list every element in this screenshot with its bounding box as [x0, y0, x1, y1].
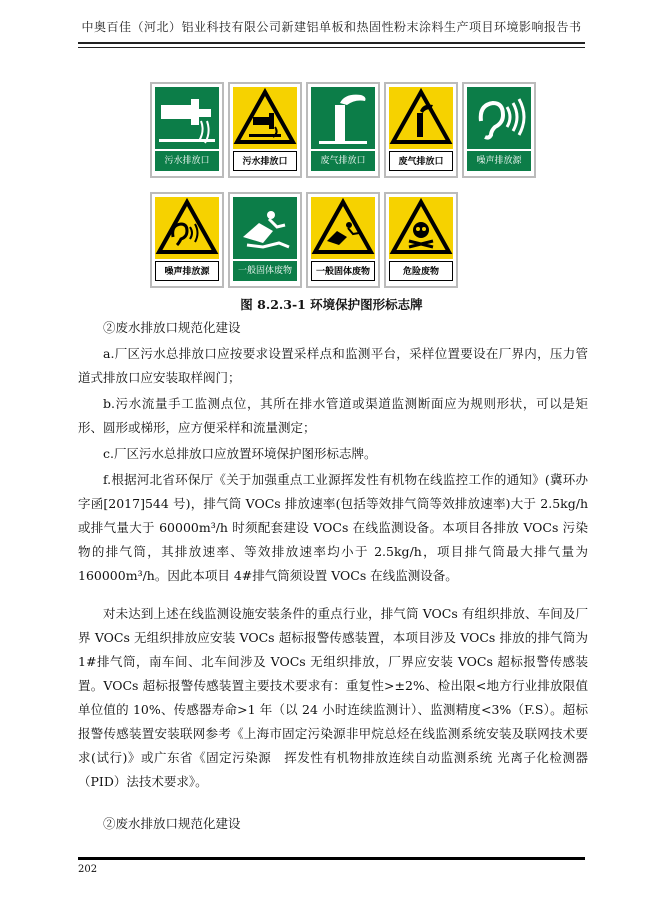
noise-ear-icon	[467, 87, 531, 149]
figure-caption: 图 8.2.3-1 环境保护图形标志牌	[240, 297, 423, 312]
sign-exhaust-outlet	[306, 82, 380, 178]
page-number: 202	[78, 864, 98, 875]
paragraph-b: b.污水流量手工监测点位，其所在排水管道或渠道监测断面应为规则形状，可以是矩形、圆形或梯形，应方便采样和流量测定；	[78, 396, 588, 435]
warning-chimney-icon	[389, 87, 453, 149]
sign-general-solid-waste-warning	[306, 192, 380, 288]
section-heading-repeat: ②废水排放口规范化建设	[103, 816, 241, 831]
sign-wastewater-outlet-warning	[228, 82, 302, 178]
section-heading: ②废水排放口规范化建设	[103, 320, 241, 335]
paragraph-g: 对未达到上述在线监测设施安装条件的重点行业，排气筒 VOCs 有组织排放、车间及厂界 VOCs 无组织排放应安装 VOCs 超标报警传感装置，本项目涉及 VOCs 排放的排气筒为 1#排气筒，南车间、北车间涉及 VOCs 无组织排放，厂界应安装 VOCs 超标报警传感装置。VOCs 超标报警传感装置主要技术要求有：重复性>±2%、检出限<地方行业排放限值单位值的 10%、传感器寿命>1 年（以 24 小时连续监测计）、监测精度<3%（F.S）。超标报警传感装置安装联网参考《上海市固定污染源非甲烷总烃在线监测系统安装及联网技术要求(试行)》或广东省《固定污染源 挥发性有机物排放连续自动监测系统 光离子化检测器（PID）法技术要求》。	[78, 606, 588, 789]
header-rule	[78, 42, 585, 44]
warning-solid-waste-icon	[311, 197, 375, 259]
sign-general-solid-waste	[228, 192, 302, 288]
header-rule-thin	[78, 47, 585, 48]
paragraph-c: c.厂区污水总排放口应放置环境保护图形标志牌。	[103, 446, 377, 461]
pipe-outlet-icon	[155, 87, 219, 149]
environmental-signs-figure	[150, 82, 530, 287]
paragraph-a: a.厂区污水总排放口应按要求设置采样点和监测平台，采样位置要设在厂界内，压力管道式排放口应安装取样阀门；	[78, 346, 588, 385]
sign-label: 一般固体废物	[233, 261, 297, 281]
sign-hazardous-waste	[384, 192, 458, 288]
solid-waste-icon	[233, 197, 297, 259]
sign-label: 一般固体废物	[311, 261, 375, 281]
sign-label: 污水排放口	[233, 151, 297, 171]
sign-label: 污水排放口	[155, 151, 219, 171]
chimney-icon	[311, 87, 375, 149]
sign-label: 噪声排放源	[155, 261, 219, 281]
footer-rule	[78, 857, 585, 860]
sign-noise-source-warning	[150, 192, 224, 288]
sign-label: 废气排放口	[389, 151, 453, 171]
paragraph-f: f.根据河北省环保厅《关于加强重点工业源挥发性有机物在线监控工作的通知》(冀环办字函[2017]544 号)，排气筒 VOCs 排放速率(包括等效排气筒等效排放速率)大于 2.5kg/h 或排气量大于 60000m³/h 时须配套建设 VOCs 在线监测设备。本项目各排放 VOCs 污染物的排气筒，其排放速率、等效排放速率均小于 2.5kg/h，项目排气筒最大排气量为 160000m³/h。因此本项目 4#排气筒须设置 VOCs 在线监测设备。	[78, 472, 588, 583]
sign-noise-source	[462, 82, 536, 178]
hazard-skull-icon	[389, 197, 453, 259]
sign-exhaust-outlet-warning	[384, 82, 458, 178]
sign-label: 危险废物	[389, 261, 453, 281]
sign-wastewater-outlet	[150, 82, 224, 178]
sign-label: 废气排放口	[311, 151, 375, 171]
warning-noise-ear-icon	[155, 197, 219, 259]
warning-pipe-outlet-icon	[233, 87, 297, 149]
sign-label: 噪声排放源	[467, 151, 531, 171]
page-header: 中奥百佳（河北）铝业科技有限公司新建铝单板和热固性粉末涂料生产项目环境影响报告书	[81, 20, 582, 34]
